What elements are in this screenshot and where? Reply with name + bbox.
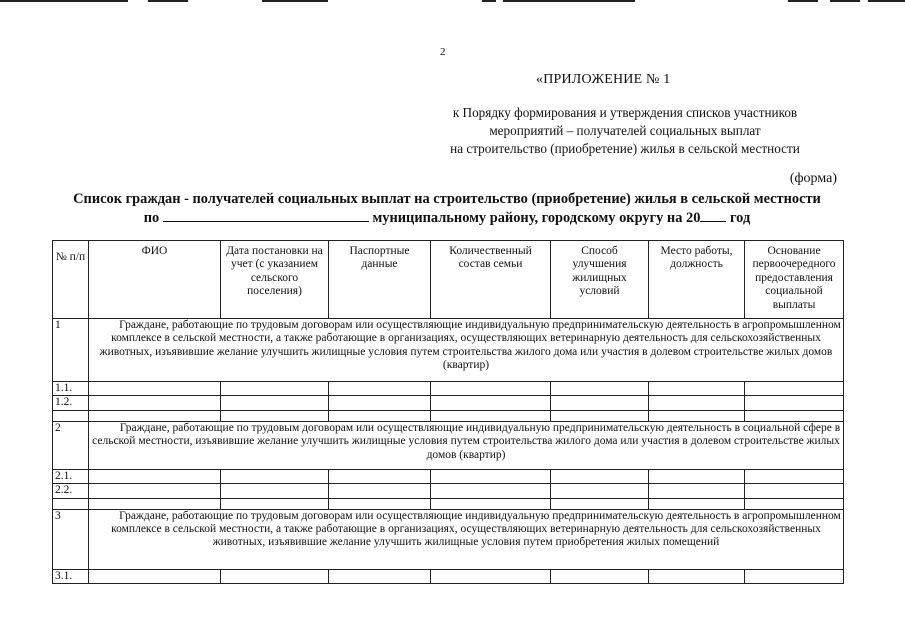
section-row [53,319,844,382]
table-cell[interactable] [89,498,221,509]
table-row [53,569,844,583]
table-cell[interactable] [551,396,649,410]
table-cell[interactable] [649,382,745,396]
table-header-row [53,241,844,319]
col-header-workplace: Место работы, должность [649,241,745,319]
recipients-table [52,240,844,584]
table-cell[interactable] [89,484,221,498]
table-cell[interactable] [89,382,221,396]
table-cell[interactable] [745,569,844,583]
table-cell[interactable] [329,569,431,583]
appendix-subtitle-line: мероприятий – получателей социальных выплат [489,123,761,138]
table-cell[interactable] [431,382,551,396]
col-header-number: № п/п [53,241,89,319]
table-row [53,382,844,396]
table-cell[interactable] [649,469,745,483]
table-cell[interactable] [53,498,89,509]
col-header-registration-date: Дата постановки на учет (с указанием сельского поселения) [221,241,329,319]
col-header-family-size: Количественный состав семьи [431,241,551,319]
col-header-improvement-method: Способ улучшения жилищных условий [551,241,649,319]
table-cell[interactable] [89,569,221,583]
table-cell[interactable] [551,410,649,421]
section-code: 3 [53,509,89,569]
table-cell[interactable] [329,498,431,509]
appendix-subtitle-line: к Порядку формирования и утверждения списков участников [452,105,798,120]
table-cell[interactable] [551,484,649,498]
section-description: Граждане, работающие по трудовым договорам или осуществляющие индивидуальную предпринимательскую деятельность в агропромышленном комплексе в сельской местности, а также работающие в организациях, осуществляющих ветеринарную деятельность для сельскохозяйственных животных, изъявившие желание улучшить жилищные условия путем приобретения жилых помещений [89,509,844,569]
scan-artifacts [0,0,905,8]
table-cell[interactable] [551,382,649,396]
table-row [53,469,844,483]
table-cell[interactable] [745,410,844,421]
section-row [53,509,844,569]
table-cell[interactable] [89,396,221,410]
table-cell[interactable] [431,569,551,583]
section-description: Граждане, работающие по трудовым договорам или осуществляющие индивидуальную предпринимательскую деятельность в социальной сфере в сельской местности, изъявившие желание улучшить жилищные условия путем строительства жилого дома или участия в долевом строительстве жилых домов (квартир) [89,421,844,469]
title-middle: муниципальному району, городскому округу на 20 [372,210,701,226]
table-cell[interactable] [221,469,329,483]
table-cell[interactable] [329,484,431,498]
table-cell[interactable] [431,410,551,421]
table-cell[interactable] [649,410,745,421]
document-title [52,190,842,227]
title-line-1: Список граждан - получателей социальных выплат на строительство (приобретение) жилья в сельской местности [73,191,821,207]
year-blank [700,208,726,222]
table-cell[interactable] [221,484,329,498]
table-row [53,396,844,410]
section-row [53,421,844,469]
form-label: (форма) [789,171,837,186]
section-description: Граждане, работающие по трудовым договорам или осуществляющие индивидуальную предпринимательскую деятельность в агропромышленном комплексе в сельской местности, а также работающие в организациях, осуществляющих ветеринарную деятельность для сельскохозяйственных животных, изъявившие желание улучшить жилищные условия путем строительства жилого дома или участия в долевом строительстве жилых домов (квартир) [89,319,844,382]
table-row-empty [53,410,844,421]
col-header-fio: ФИО [89,241,221,319]
col-header-passport: Паспортные данные [329,241,431,319]
table-cell[interactable] [745,498,844,509]
table-cell[interactable] [745,396,844,410]
row-code: 1.1. [53,382,89,396]
table-cell[interactable] [221,396,329,410]
table-cell[interactable] [745,382,844,396]
table-cell[interactable] [329,410,431,421]
col-header-priority-basis: Основание первоочередного предоставления социальной выплаты [745,241,844,319]
district-blank [163,208,369,222]
table-cell[interactable] [329,382,431,396]
table-cell[interactable] [551,498,649,509]
row-code: 2.2. [53,484,89,498]
row-code: 2.1. [53,469,89,483]
table-cell[interactable] [431,469,551,483]
appendix-subtitle [405,104,845,158]
appendix-title: «ПРИЛОЖЕНИЕ № 1 [536,72,671,87]
table-cell[interactable] [89,410,221,421]
table-cell[interactable] [221,410,329,421]
table-cell[interactable] [221,382,329,396]
table-cell[interactable] [221,569,329,583]
table-cell[interactable] [649,498,745,509]
table-cell[interactable] [745,484,844,498]
table-cell[interactable] [431,484,551,498]
table-cell[interactable] [551,569,649,583]
table-cell[interactable] [745,469,844,483]
table-row [53,484,844,498]
appendix-subtitle-line: на строительство (приобретение) жилья в сельской местности [450,141,800,156]
table-cell[interactable] [89,469,221,483]
table-cell[interactable] [53,410,89,421]
title-prefix: по [143,210,160,226]
page-number: 2 [440,46,446,58]
table-cell[interactable] [431,396,551,410]
table-cell[interactable] [221,498,329,509]
table-cell[interactable] [649,396,745,410]
row-code: 3.1. [53,569,89,583]
table-cell[interactable] [329,469,431,483]
row-code: 1.2. [53,396,89,410]
title-suffix: год [730,210,751,226]
table-cell[interactable] [431,498,551,509]
title-line-2 [52,208,842,227]
table-cell[interactable] [649,569,745,583]
table-cell[interactable] [649,484,745,498]
section-code: 1 [53,319,89,382]
table-cell[interactable] [329,396,431,410]
table-cell[interactable] [551,469,649,483]
table-row-empty [53,498,844,509]
section-code: 2 [53,421,89,469]
